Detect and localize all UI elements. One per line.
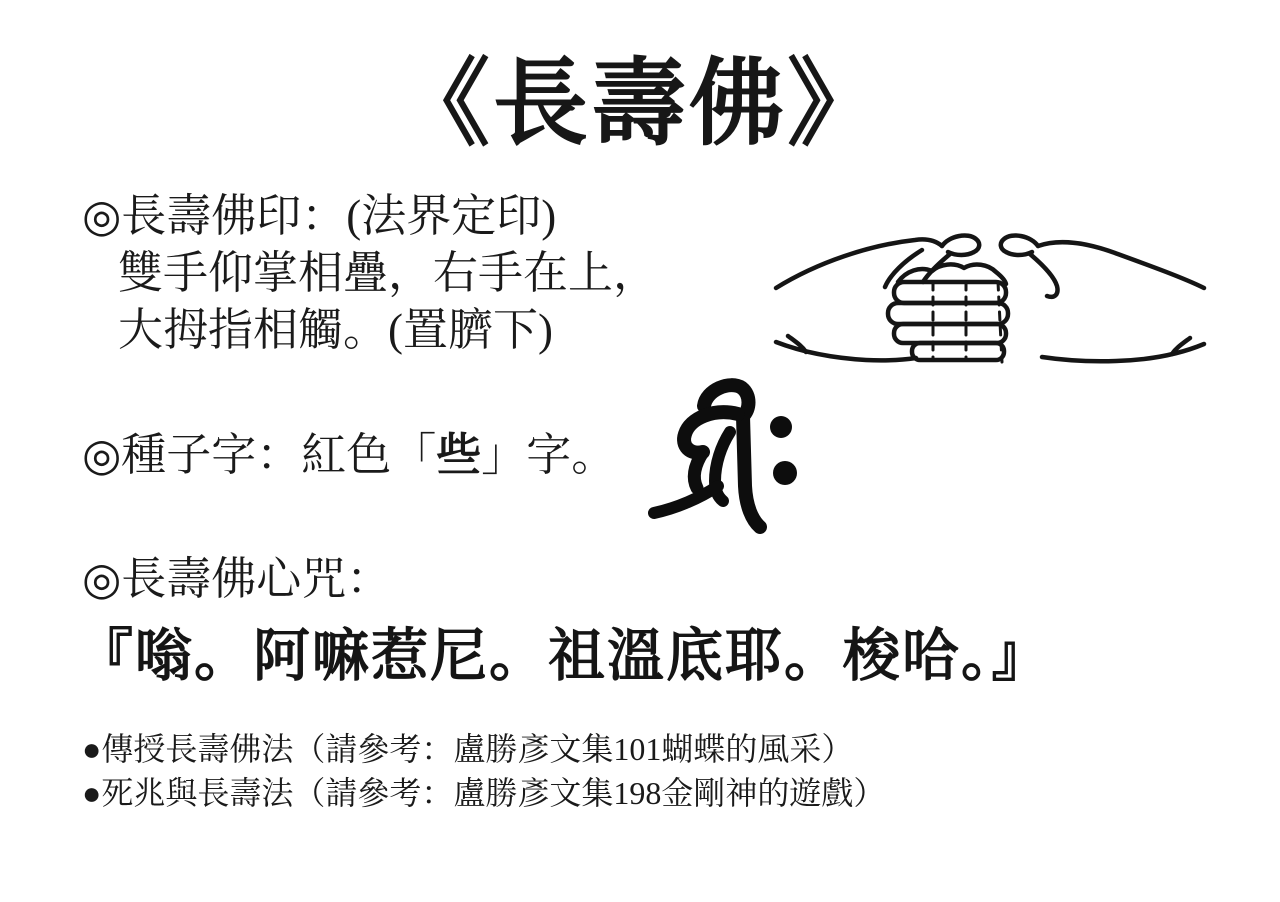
dhyana-mudra-illustration	[770, 224, 1210, 380]
mantra-heading: ◎長壽佛心咒：	[82, 554, 392, 604]
seed-prefix: ◎種子字：紅色「	[82, 430, 437, 480]
page-title: 《長壽佛》	[394, 49, 885, 159]
reference-item: ●死兆與長壽法（請參考：盧勝彥文集198金剛神的遊戲）	[82, 775, 886, 811]
seed-character: 些	[436, 430, 482, 480]
mudra-line-3: 大拇指相觸。(置臍下)	[118, 305, 553, 355]
visarga-dot-top	[770, 416, 792, 438]
visarga-dot-bottom	[773, 461, 797, 485]
seed-syllable-glyph	[646, 374, 808, 536]
siddham-glyph-icon	[646, 374, 808, 536]
mudra-hands-icon	[770, 224, 1210, 380]
mantra-text: 『嗡。阿嘛惹尼。祖溫底耶。梭哈。』	[76, 625, 1051, 688]
reference-item: ●傳授長壽佛法（請參考：盧勝彥文集101蝴蝶的風采）	[82, 731, 854, 767]
section-mudra	[82, 188, 658, 359]
section-mantra-heading	[82, 551, 391, 608]
reference-list	[82, 727, 885, 815]
seed-suffix: 」字。	[481, 430, 617, 480]
mudra-line-2: 雙手仰掌相疊，右手在上，	[118, 248, 659, 298]
mudra-line-1: ◎長壽佛印：(法界定印)	[82, 191, 557, 241]
section-seed	[82, 427, 616, 484]
